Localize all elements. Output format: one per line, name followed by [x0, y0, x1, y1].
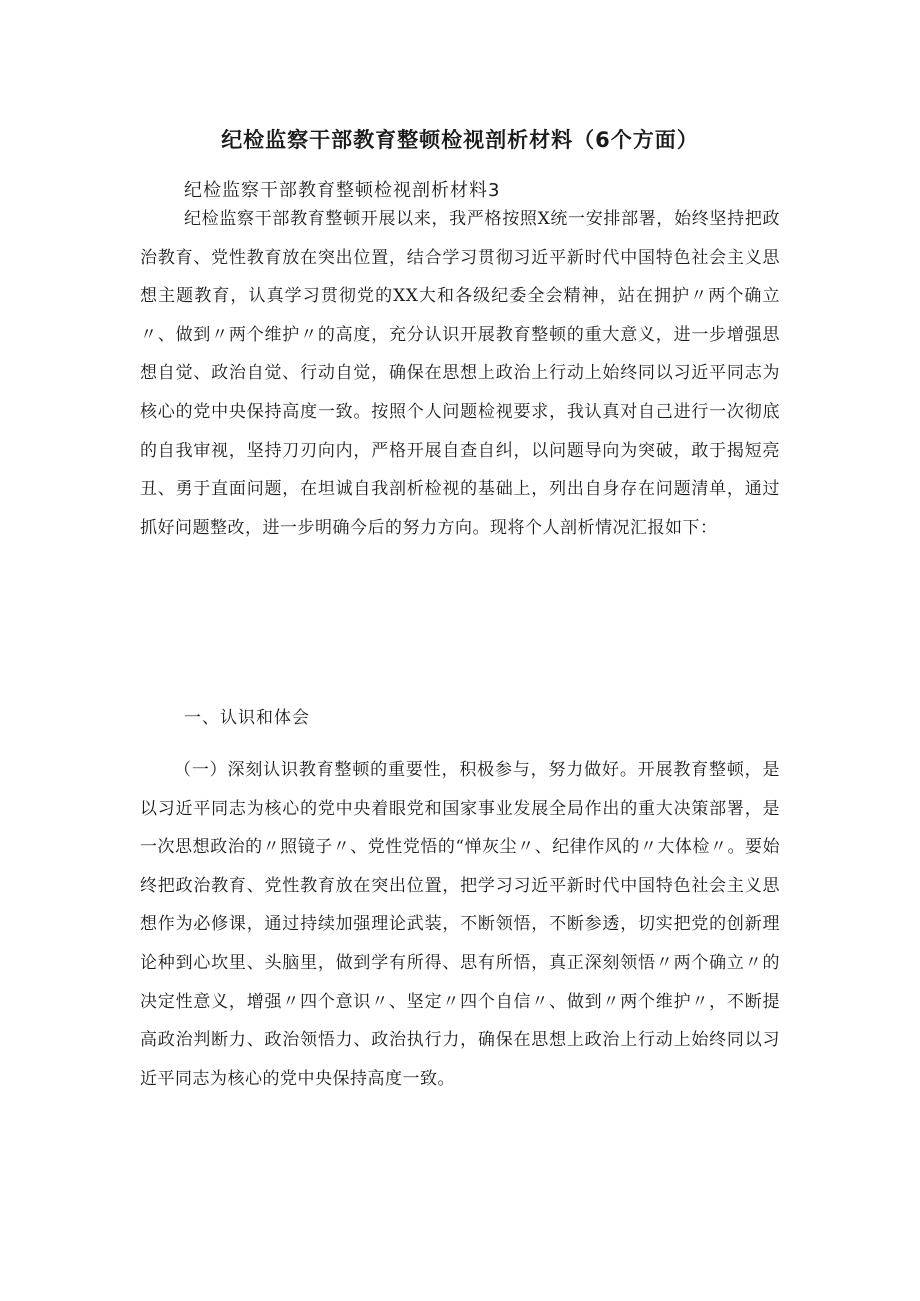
intro-paragraph: 纪检监察干部教育整顿开展以来，我严格按照X统一安排部署，始终坚持把政治教育、党性教育放在突出位置，结合学习贯彻习近平新时代中国特色社会主义思想主题教育，认真学习贯彻党的XX大和各级纪委全会精神，站在拥护〃两个确立〃、做到〃两个维护〃的高度，充分认识开展教育整顿的重大意义，进一步增强思想自觉、政治自觉、行动自觉，确保在思想上政治上行动上始终同以习近平同志为核心的党中央保持高度一致。按照个人问题检视要求，我认真对自己进行一次彻底的自我审视，坚持刀刃向内，严格开展自查自纠，以问题导向为突破，敢于揭短亮丑、勇于直面问题，在坦诚自我剖析检视的基础上，列出自身存在问题清单，通过抓好问题整改，进一步明确今后的努力方向。现将个人剖析情况汇报如下： — [140, 209, 780, 538]
section-paragraph: （一）深刻认识教育整顿的重要性，积极参与，努力做好。开展教育整顿，是以习近平同志为核心的党中央着眼党和国家事业发展全局作出的重大决策部署，是一次思想政治的〃照镜子〃、党性党悟的“惮灰尘〃、纪律作风的〃大体检〃。要始终把政治教育、党性教育放在突出位置，把学习习近平新时代中国特色社会主义思想作为必修课，通过持续加强理论武装，不断领悟，不断参透，切实把党的创新理论种到心坎里、头脑里，做到学有所得、思有所悟，真正深刻领悟〃两个确立〃的决定性意义，增强〃四个意识〃、坚定〃四个自信〃、做到〃两个维护〃，不断提高政治判断力、政治领悟力、政治执行力，确保在思想上政治上行动上始终同以习近平同志为核心的党中央保持高度一致。 — [140, 760, 780, 1089]
section-heading: 一、认识和体会 — [184, 708, 310, 728]
document-title: 纪检监察干部教育整顿检视剖析材料（6个方面） — [221, 128, 699, 152]
document-subtitle: 纪检监察干部教育整顿检视剖析材料3 — [184, 180, 501, 201]
